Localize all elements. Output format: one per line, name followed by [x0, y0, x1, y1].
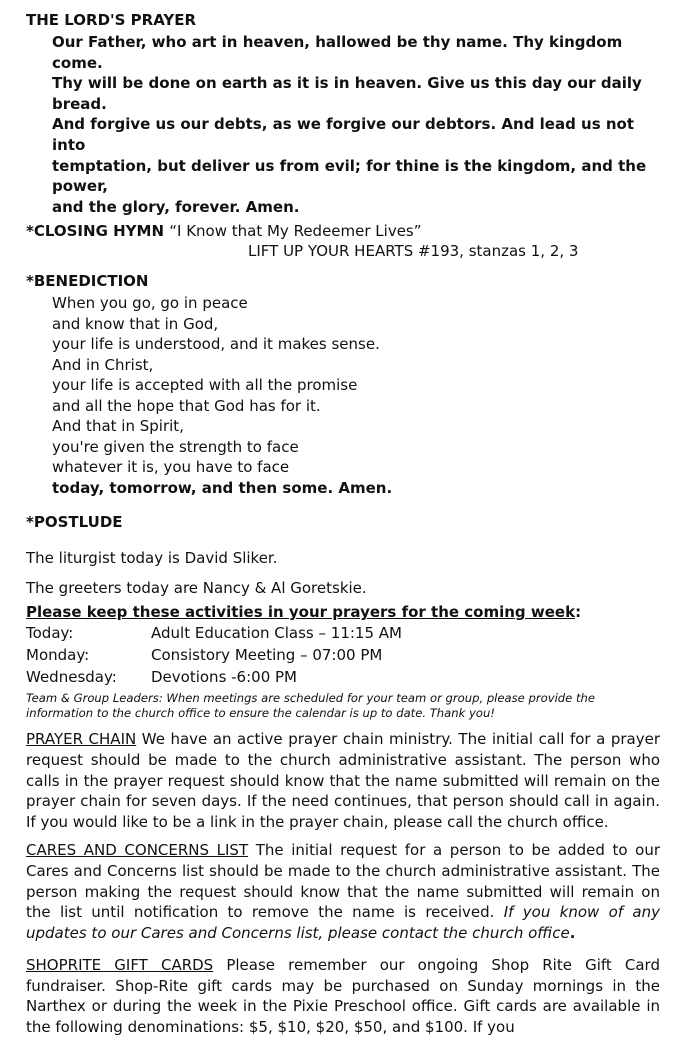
- activities-heading-text: Please keep these activities in your prayers for the coming week: [26, 603, 576, 622]
- schedule-day: Monday:: [26, 646, 90, 665]
- prayer-line: Thy will be done on earth as it is in heaven. Give us this day our daily bread.: [52, 74, 642, 113]
- schedule-row: [26, 666, 660, 688]
- schedule-day: Wednesday:: [26, 668, 117, 687]
- prayer-line: temptation, but deliver us from evil; for thine is the kingdom, and the power,: [52, 156, 647, 196]
- schedule-event: Adult Education Class – 11:15 AM: [151, 624, 402, 643]
- greeters-note: The greeters today are Nancy & Al Goretskie.: [26, 579, 367, 598]
- prayer-line: And forgive us our debts, as we forgive our debtors. And lead us not into: [52, 115, 635, 154]
- schedule-event: Consistory Meeting – 07:00 PM: [151, 646, 383, 665]
- benediction-line: and all the hope that God has for it.: [52, 396, 321, 415]
- lords-prayer-text: [52, 32, 660, 217]
- benediction-line: you're given the strength to face: [52, 437, 299, 456]
- benediction-line: And that in Spirit,: [52, 417, 184, 436]
- cares-concerns-italic: If you know of any updates to our Cares and Concerns list, please contact the church office: [26, 903, 660, 942]
- prayer-line: and the glory, forever. Amen.: [52, 197, 300, 216]
- schedule-row: [26, 622, 660, 644]
- lords-prayer-title: THE LORD'S PRAYER: [26, 11, 197, 29]
- cares-concerns-label: CARES AND CONCERNS LIST: [26, 841, 249, 860]
- cares-concerns-paragraph: [26, 840, 660, 943]
- schedule-event: Devotions -6:00 PM: [151, 668, 298, 687]
- benediction-label: *BENEDICTION: [26, 272, 149, 291]
- postlude-label: *POSTLUDE: [26, 513, 123, 532]
- benediction-line: whatever it is, you have to face: [52, 458, 290, 477]
- team-leaders-note: Team & Group Leaders: When meetings are scheduled for your team or group, please provide the information to the church office to ensure the calendar is up to date. Thank you!: [26, 691, 596, 721]
- cares-concerns-end: .: [569, 923, 576, 942]
- prayer-line: Our Father, who art in heaven, hallowed be thy name. Thy kingdom come.: [52, 33, 623, 72]
- benediction-line: your life is accepted with all the promise: [52, 376, 358, 395]
- shoprite-text: Please remember our ongoing Shop Rite Gift Card fundraiser. Shop-Rite gift cards may be purchased on Sunday mornings in the Narthex or during the week in the Pixie Preschool office. Gift cards are available in the following denominations: $5, $10, $20, $50, and $100. If you: [26, 956, 660, 1037]
- schedule-day: Today:: [26, 624, 74, 643]
- benediction-text: [52, 293, 660, 498]
- closing-hymn-title: “I Know that My Redeemer Lives”: [169, 222, 422, 241]
- schedule-row: [26, 644, 660, 666]
- benediction-line: And in Christ,: [52, 355, 154, 374]
- cares-concerns-text: The initial request for a person to be added to our Cares and Concerns list should be made to the church administrative assistant. The person making the request should know that the name submitted will remain on the list until notification to remove the name is received.: [26, 841, 660, 922]
- prayer-chain-text: We have an active prayer chain ministry. The initial call for a prayer request should be made to the church administrative assistant. The person who calls in the prayer request should know that the name submitted will remain on the prayer chain for seven days. If the need continues, that person should call in again. If you would like to be a link in the prayer chain, please call the church office.: [26, 730, 660, 831]
- benediction-line: your life is understood, and it makes sense.: [52, 335, 380, 354]
- prayer-chain-label: PRAYER CHAIN: [26, 730, 137, 749]
- benediction-closing-line: today, tomorrow, and then some. Amen.: [52, 478, 393, 497]
- activities-heading: [26, 602, 660, 622]
- prayer-chain-paragraph: [26, 729, 660, 832]
- closing-hymn-label: *CLOSING HYMN: [26, 222, 164, 241]
- benediction-line: and know that in God,: [52, 314, 219, 333]
- liturgist-note: The liturgist today is David Sliker.: [26, 549, 278, 568]
- closing-hymn: [26, 221, 660, 241]
- benediction-line: When you go, go in peace: [52, 294, 248, 313]
- shoprite-paragraph: [26, 955, 660, 1037]
- closing-hymn-source: LIFT UP YOUR HEARTS #193, stanzas 1, 2, 3: [248, 242, 579, 261]
- activities-schedule: [26, 622, 660, 688]
- shoprite-label: SHOPRITE GIFT CARDS: [26, 956, 214, 975]
- activities-heading-colon: :: [575, 603, 582, 622]
